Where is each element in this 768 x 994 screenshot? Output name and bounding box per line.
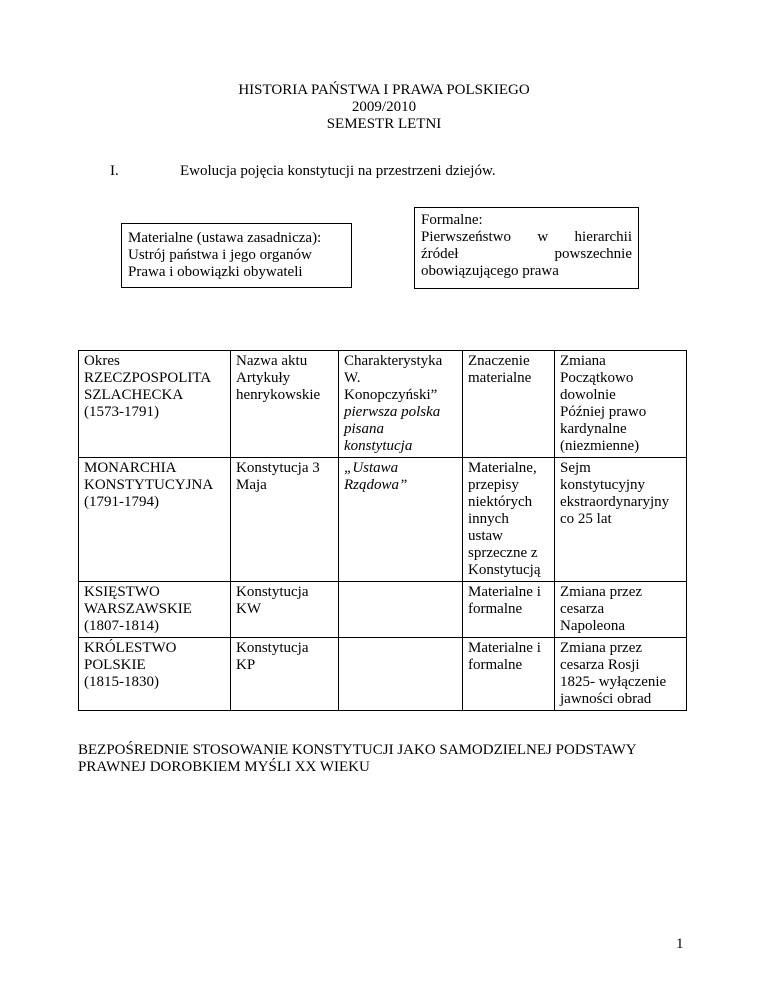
cell-line: WARSZAWSKIE (84, 601, 192, 617)
cell-line: (1573-1791) (84, 404, 159, 420)
cell-line: Zmiana (560, 353, 606, 369)
meaning-cell (463, 458, 555, 582)
characteristic-cell (339, 582, 463, 638)
cell-line: Początkowo (560, 370, 634, 386)
cell-line: 1825- wyłączenie (560, 674, 667, 690)
cell-line: MONARCHIA (84, 460, 177, 476)
formal-word: powszechnie (554, 246, 632, 262)
cell-line: formalne (468, 657, 523, 673)
cell-line: KONSTYTUCYJNA (84, 477, 214, 493)
period-cell (79, 351, 231, 458)
cell-line: Materialne i (468, 584, 541, 600)
page-number: 1 (676, 936, 684, 952)
meaning-cell (463, 638, 555, 711)
cell-line: sprzeczne z (468, 545, 538, 561)
cell-line: Znaczenie (468, 353, 530, 369)
cell-line: konstytucyjny (560, 477, 645, 493)
period-cell (79, 582, 231, 638)
formal-line-2 (421, 229, 632, 246)
change-cell (555, 351, 687, 458)
cell-line: materialne (468, 370, 532, 386)
cell-line: cesarza Rosji (560, 657, 640, 673)
cell-line: KW (236, 601, 261, 617)
title-line-3: SEMESTR LETNI (326, 116, 442, 132)
section-number: I. (110, 163, 119, 179)
cell-line-italic: pisana (344, 421, 385, 437)
cell-line: W. (344, 370, 361, 386)
act-name-cell (231, 351, 339, 458)
act-name-cell (231, 582, 339, 638)
section-heading: Ewolucja pojęcia konstytucji na przestrzeni dziejów. (180, 163, 496, 179)
change-cell (555, 582, 687, 638)
cell-line-italic: pierwsza polska (344, 404, 441, 420)
meaning-cell (463, 351, 555, 458)
cell-line: innych (468, 511, 509, 527)
cell-line: (niezmienne) (560, 438, 640, 454)
cell-line: Sejm (560, 460, 591, 476)
table-body (79, 351, 687, 711)
cell-line: ustaw (468, 528, 503, 544)
characteristic-cell (339, 638, 463, 711)
cell-line-italic: „Ustawa (344, 460, 399, 476)
cell-line: formalne (468, 601, 523, 617)
cell-line: (1815-1830) (84, 674, 159, 690)
cell-line: SZLACHECKA (84, 387, 184, 403)
cell-line: Konstytucja (236, 640, 309, 656)
cell-line: przepisy (468, 477, 519, 493)
cell-line: dowolnie (560, 387, 616, 403)
formal-line-1: Formalne: (421, 212, 483, 228)
constitutions-table (78, 350, 687, 711)
cell-line-italic: konstytucja (344, 438, 413, 454)
cell-line: cesarza (560, 601, 605, 617)
cell-line: Materialne, (468, 460, 537, 476)
period-cell (79, 458, 231, 582)
characteristic-cell (339, 351, 463, 458)
note-line-1: BEZPOŚREDNIE STOSOWANIE KONSTYTUCJI JAKO SAMODZIELNEJ PODSTAWY (78, 742, 637, 758)
change-cell (555, 458, 687, 582)
formal-word: źródeł (421, 246, 459, 262)
formal-definition-box (414, 207, 639, 289)
cell-line: Konstytucja (236, 584, 309, 600)
table-row (79, 458, 687, 582)
material-line-1: Materialne (ustawa zasadnicza): (128, 230, 322, 246)
cell-line: Nazwa aktu (236, 353, 308, 369)
table-row (79, 638, 687, 711)
characteristic-cell (339, 458, 463, 582)
material-definition-box (121, 223, 352, 288)
table-row (79, 351, 687, 458)
formal-word: w (537, 229, 549, 245)
cell-line: Konopczyński” (344, 387, 438, 403)
cell-line: Maja (236, 477, 267, 493)
cell-line: niektórych (468, 494, 533, 510)
title-line-2: 2009/2010 (351, 99, 417, 115)
material-line-2: Ustrój państwa i jego organów (128, 247, 312, 263)
cell-line-italic: Rządowa” (344, 477, 408, 493)
cell-line: kardynalne (560, 421, 627, 437)
cell-line: Charakterystyka (344, 353, 443, 369)
cell-line: RZECZPOSPOLITA (84, 370, 212, 386)
cell-line: Konstytucją (468, 562, 541, 578)
cell-line: KP (236, 657, 256, 673)
cell-line: Konstytucja 3 (236, 460, 320, 476)
cell-line: KSIĘSTWO (84, 584, 160, 600)
formal-word: Pierwszeństwo (421, 229, 511, 245)
cell-line: Okres (84, 353, 120, 369)
cell-line: Zmiana przez (560, 584, 643, 600)
table-row (79, 582, 687, 638)
change-cell (555, 638, 687, 711)
period-cell (79, 638, 231, 711)
cell-line: Zmiana przez (560, 640, 643, 656)
cell-line: (1807-1814) (84, 618, 159, 634)
formal-line-4: obowiązującego prawa (421, 263, 559, 279)
cell-line: Materialne i (468, 640, 541, 656)
cell-line: ekstraordynaryjny (560, 494, 670, 510)
cell-line: (1791-1794) (84, 494, 159, 510)
material-line-3: Prawa i obowiązki obywateli (128, 264, 303, 280)
act-name-cell (231, 458, 339, 582)
cell-line: Napoleona (560, 618, 625, 634)
formal-word: hierarchii (574, 229, 632, 245)
cell-line: Artykuły (236, 370, 291, 386)
note-line-2: PRAWNEJ DOROBKIEM MYŚLI XX WIEKU (78, 759, 370, 775)
act-name-cell (231, 638, 339, 711)
meaning-cell (463, 582, 555, 638)
cell-line: co 25 lat (560, 511, 612, 527)
document-title (0, 82, 768, 133)
cell-line: POLSKIE (84, 657, 146, 673)
title-line-1: HISTORIA PAŃSTWA I PRAWA POLSKIEGO (238, 82, 530, 98)
cell-line: Później prawo (560, 404, 647, 420)
cell-line: KRÓLESTWO (84, 640, 177, 656)
cell-line: jawności obrad (560, 691, 652, 707)
cell-line: henrykowskie (236, 387, 321, 403)
closing-note (78, 742, 698, 776)
formal-line-3 (421, 246, 632, 263)
